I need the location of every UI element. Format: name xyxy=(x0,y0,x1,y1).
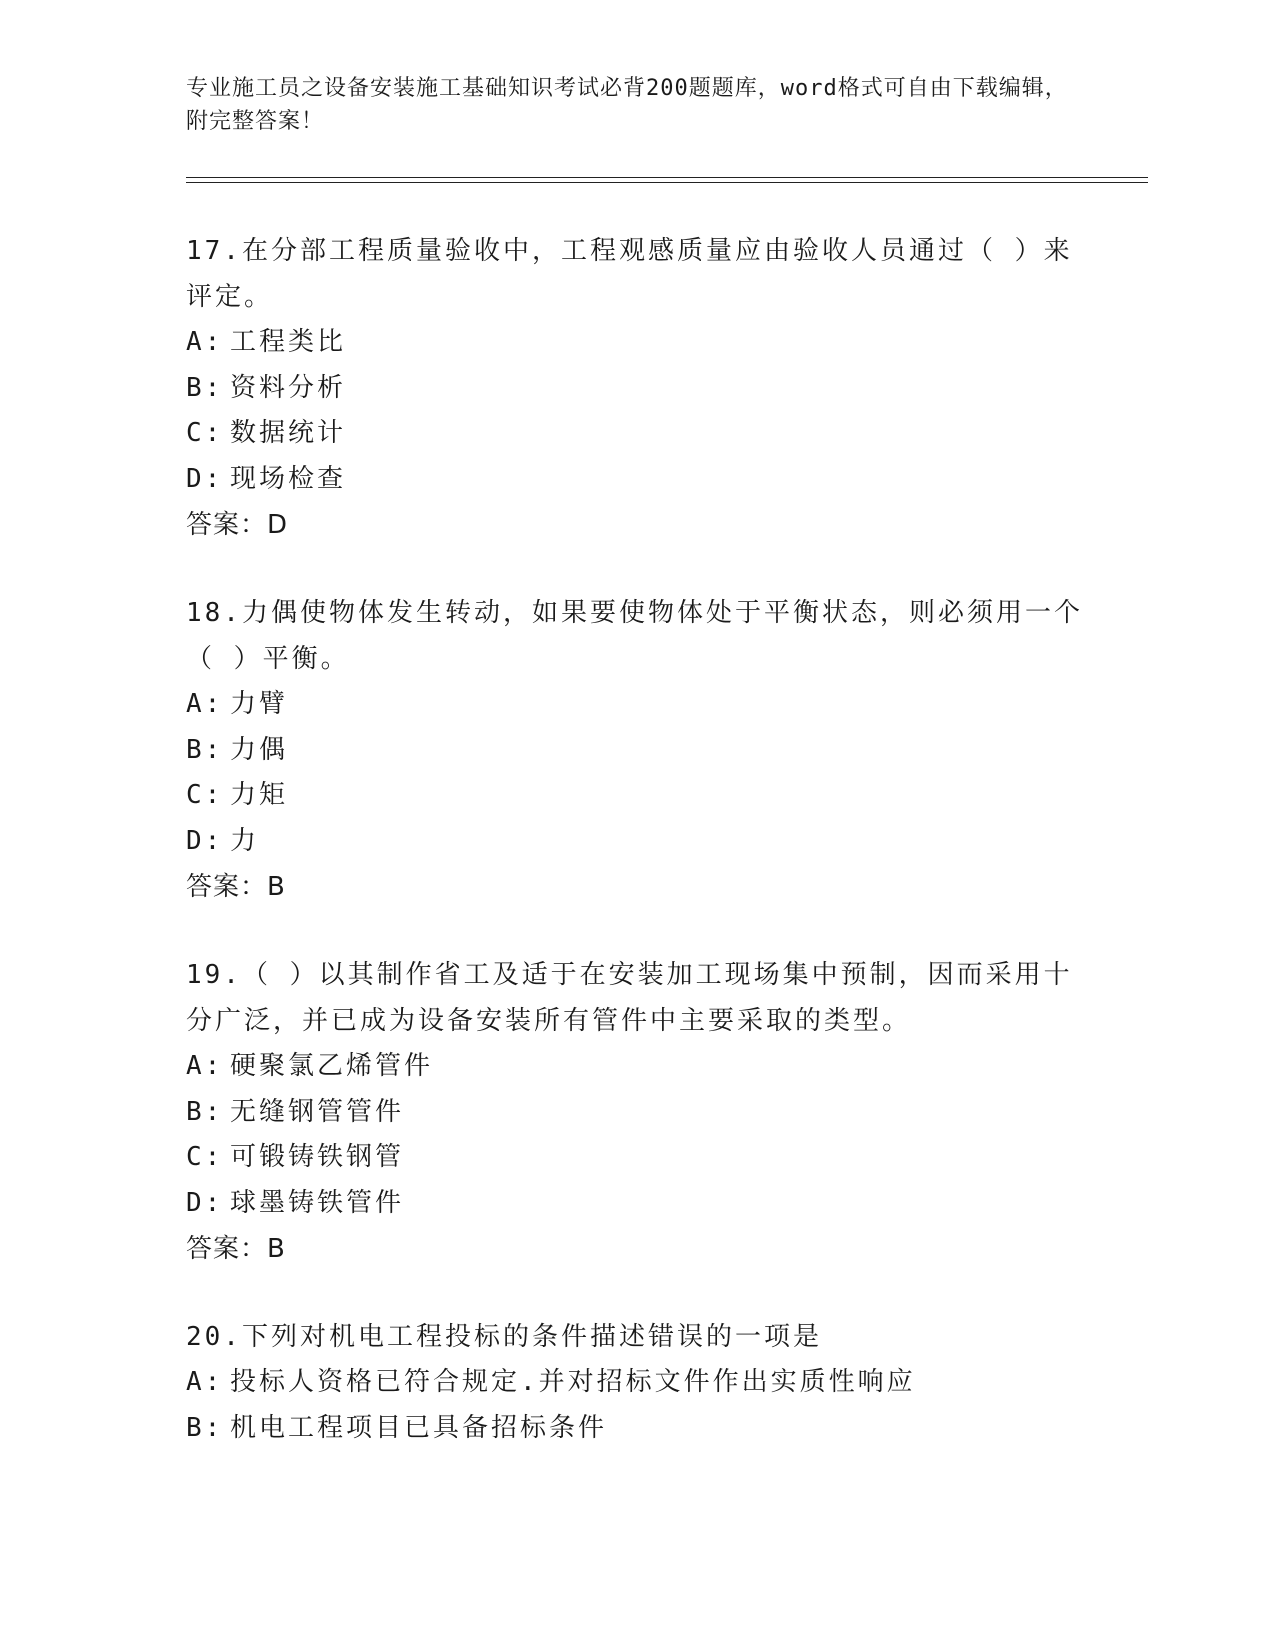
question-stem: 19.（ ）以其制作省工及适于在安装加工现场集中预制，因而采用十分广泛，并已成为设备安装所有管件中主要采取的类型。 xyxy=(186,960,1073,1036)
header-text: 专业施工员之设备安装施工基础知识考试必背200题题库，word格式可自由下载编辑，附完整答案！ xyxy=(186,76,1068,134)
option-letter: A: xyxy=(186,327,224,357)
header-divider-bottom xyxy=(186,182,1148,183)
option-a xyxy=(186,682,1086,728)
option-a xyxy=(186,1360,1086,1406)
option-letter: D: xyxy=(186,463,224,494)
option-letter: C: xyxy=(186,1142,224,1172)
option-letter: B: xyxy=(186,1412,224,1443)
answer: 答案：B xyxy=(186,1234,286,1264)
question-stem: 18.力偶使物体发生转动，如果要使物体处于平衡状态，则必须用一个（ ）平衡。 xyxy=(186,598,1083,674)
option-letter: C: xyxy=(186,780,224,810)
option-c xyxy=(186,1135,1086,1181)
option-text: 力矩 xyxy=(230,780,289,810)
option-text: 工程类比 xyxy=(230,327,347,357)
option-text: 硬聚氯乙烯管件 xyxy=(230,1051,434,1081)
option-text: 机电工程项目已具备招标条件 xyxy=(230,1412,608,1443)
option-letter: A: xyxy=(186,1367,224,1397)
question-17 xyxy=(186,228,1086,548)
option-text: 力 xyxy=(230,825,260,856)
option-d xyxy=(186,1181,1086,1227)
option-text: 可锻铸铁钢管 xyxy=(230,1142,405,1172)
answer: 答案：B xyxy=(186,872,286,902)
option-a xyxy=(186,320,1086,366)
option-letter: C: xyxy=(186,418,224,448)
option-text: 球墨铸铁管件 xyxy=(230,1187,405,1218)
option-b xyxy=(186,366,1086,412)
option-letter: D: xyxy=(186,825,224,856)
option-b xyxy=(186,728,1086,774)
option-d xyxy=(186,457,1086,503)
option-c xyxy=(186,411,1086,457)
answer: 答案：D xyxy=(186,510,289,540)
option-letter: B: xyxy=(186,1096,224,1127)
question-stem: 17.在分部工程质量验收中，工程观感质量应由验收人员通过（ ）来评定。 xyxy=(186,236,1073,312)
option-letter: B: xyxy=(186,372,224,403)
option-text: 投标人资格已符合规定.并对招标文件作出实质性响应 xyxy=(230,1367,916,1397)
option-letter: B: xyxy=(186,734,224,765)
question-18 xyxy=(186,590,1086,910)
option-letter: D: xyxy=(186,1187,224,1218)
question-20 xyxy=(186,1314,1086,1451)
question-19 xyxy=(186,952,1086,1272)
option-a xyxy=(186,1044,1086,1090)
option-text: 无缝钢管管件 xyxy=(230,1096,405,1127)
question-stem: 20.下列对机电工程投标的条件描述错误的一项是 xyxy=(186,1322,822,1352)
option-d xyxy=(186,819,1086,865)
option-b xyxy=(186,1406,1086,1452)
option-text: 力臂 xyxy=(230,689,289,719)
option-c xyxy=(186,773,1086,819)
option-text: 现场检查 xyxy=(230,463,347,494)
option-letter: A: xyxy=(186,689,224,719)
option-text: 数据统计 xyxy=(230,418,347,448)
option-text: 资料分析 xyxy=(230,372,347,403)
option-b xyxy=(186,1090,1086,1136)
option-text: 力偶 xyxy=(230,734,289,765)
header-divider-top xyxy=(186,177,1148,178)
option-letter: A: xyxy=(186,1051,224,1081)
document-header xyxy=(186,72,1086,138)
